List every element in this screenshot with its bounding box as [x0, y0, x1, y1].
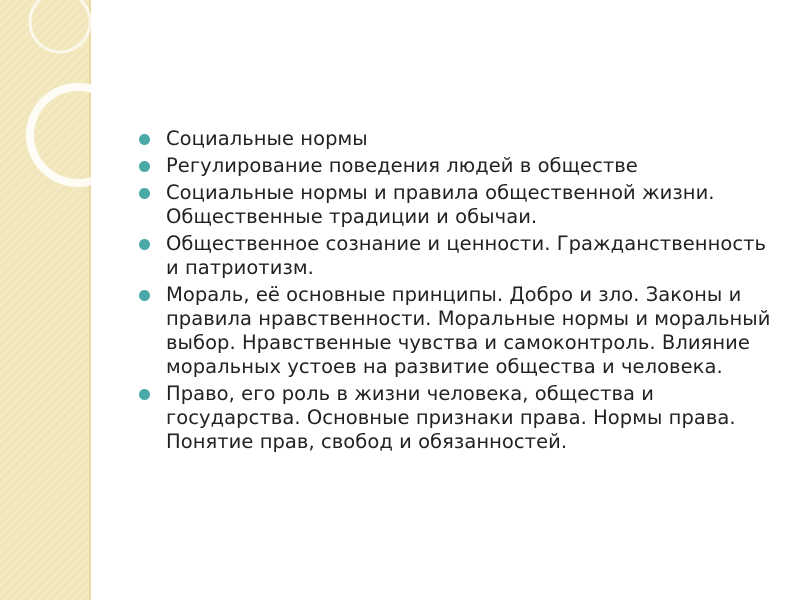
bullet-text: Регулирование поведения людей в обществе: [166, 154, 638, 177]
bullet-item: [138, 232, 778, 280]
decorative-ring-small: [30, 0, 90, 52]
bullet-dot-icon: [139, 188, 150, 199]
bullet-dot-icon: [139, 239, 150, 250]
bullet-text: Социальные нормы: [166, 127, 368, 150]
bullet-item: [138, 382, 778, 454]
bullet-dot-icon: [139, 134, 150, 145]
decorative-rings: [0, 0, 140, 240]
bullet-item: [138, 154, 778, 178]
bullet-text: Социальные нормы и правила общественной жизни. Общественные традиции и обычаи.: [166, 181, 715, 228]
bullet-item: [138, 283, 778, 379]
bullet-dot-icon: [139, 290, 150, 301]
bullet-dot-icon: [139, 389, 150, 400]
bullet-text: Мораль, её основные принципы. Добро и зло. Законы и правила нравственности. Моральные нормы и моральный выбор. Нравственные чувства и самоконтроль. Влияние моральных устоев на развитие общества и человека.: [166, 283, 771, 378]
bullet-item: [138, 127, 778, 151]
bullet-list: [138, 127, 778, 457]
bullet-text: Общественное сознание и ценности. Гражданственность и патриотизм.: [166, 232, 767, 279]
bullet-text: Право, его роль в жизни человека, общества и государства. Основные признаки права. Нормы права. Понятие прав, свобод и обязанностей.: [166, 382, 736, 453]
bullet-item: [138, 181, 778, 229]
bullet-dot-icon: [139, 161, 150, 172]
decorative-ring-large: [30, 87, 126, 183]
